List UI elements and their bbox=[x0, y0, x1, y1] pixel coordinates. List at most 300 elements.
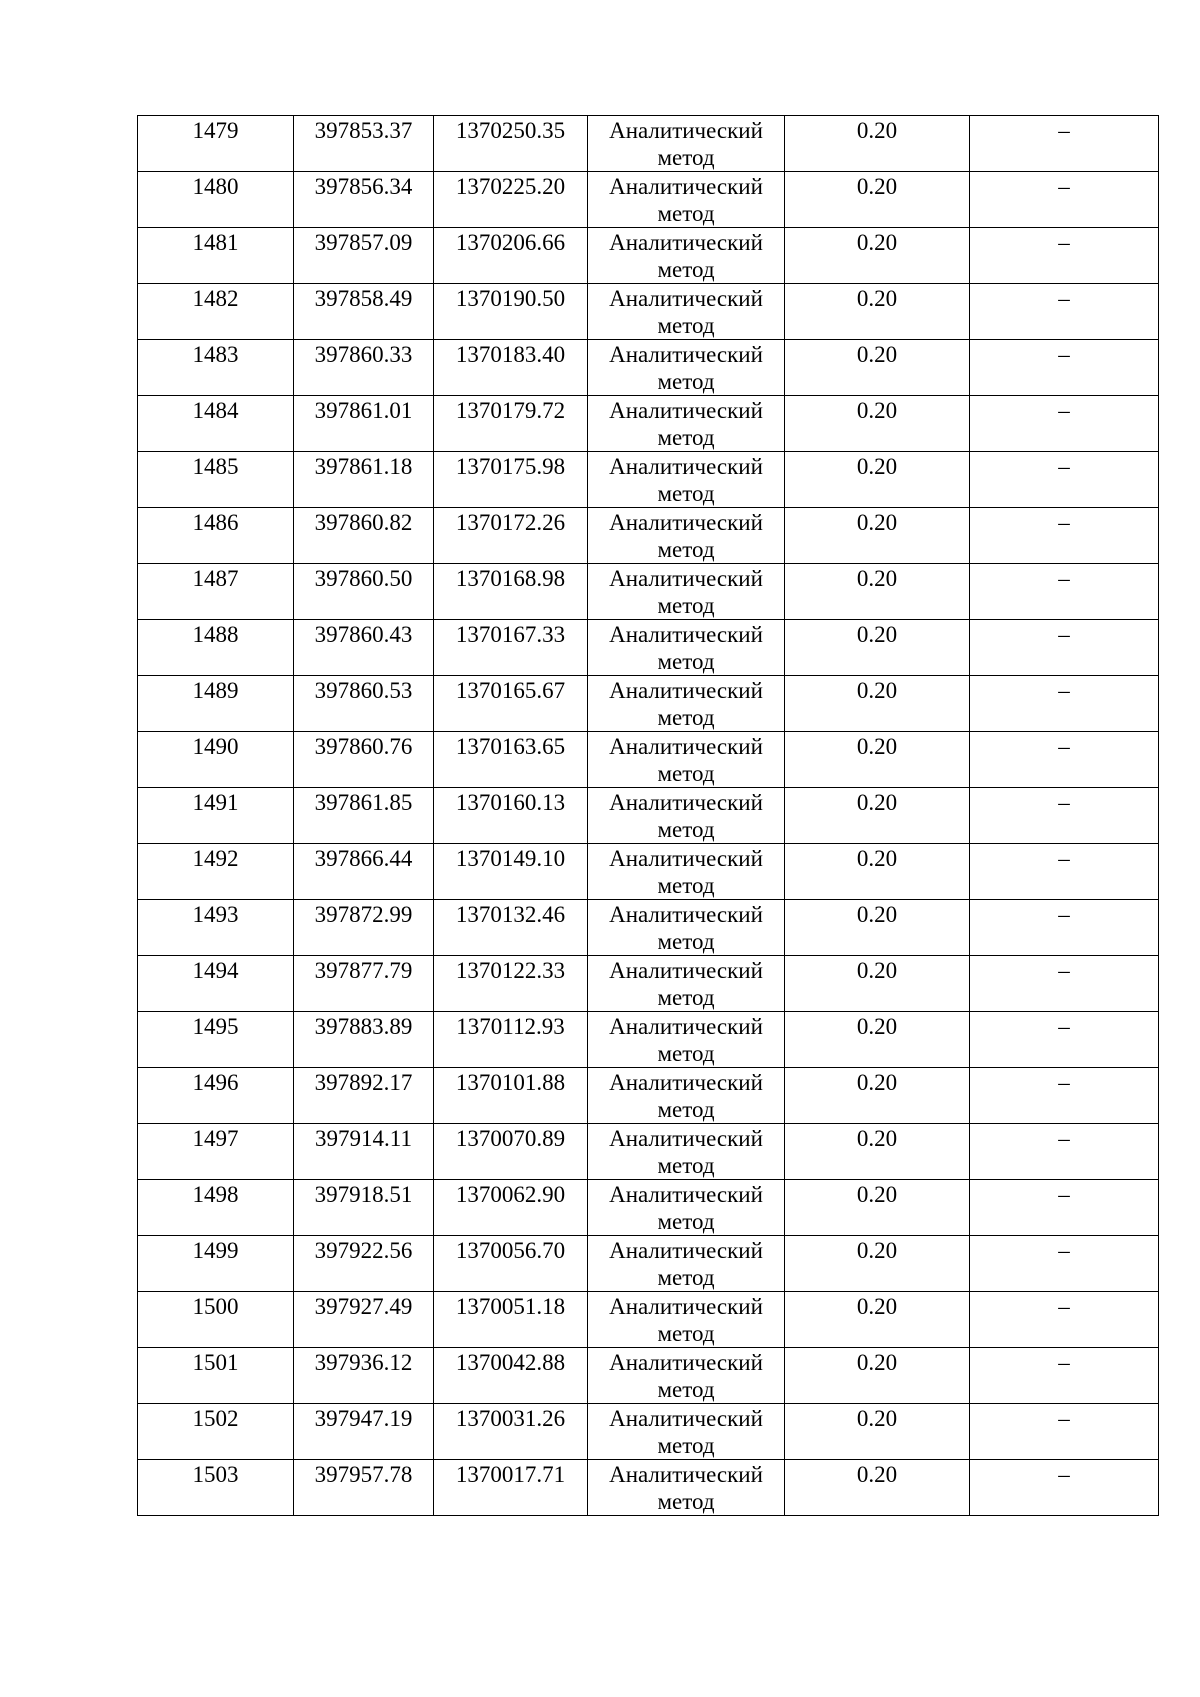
point-number-text: 1485 bbox=[192, 454, 239, 479]
note-text: – bbox=[1058, 622, 1070, 647]
x-coordinate-text: 397853.37 bbox=[314, 118, 413, 143]
y-coordinate-cell bbox=[434, 956, 588, 1012]
y-coordinate-text: 1370250.35 bbox=[455, 118, 566, 143]
accuracy-cell bbox=[785, 900, 970, 956]
method-text: Аналитический метод bbox=[609, 1014, 763, 1066]
accuracy-text: 0.20 bbox=[856, 342, 898, 367]
method-cell bbox=[588, 1068, 785, 1124]
x-coordinate-cell bbox=[294, 172, 434, 228]
point-number-text: 1492 bbox=[192, 846, 239, 871]
accuracy-cell bbox=[785, 620, 970, 676]
method-cell bbox=[588, 1404, 785, 1460]
table-row bbox=[138, 1236, 1159, 1292]
table-row bbox=[138, 676, 1159, 732]
point-number-cell bbox=[138, 1236, 294, 1292]
y-coordinate-cell bbox=[434, 788, 588, 844]
accuracy-text: 0.20 bbox=[856, 1406, 898, 1431]
method-cell bbox=[588, 1292, 785, 1348]
y-coordinate-text: 1370190.50 bbox=[455, 286, 566, 311]
x-coordinate-text: 397872.99 bbox=[314, 902, 413, 927]
x-coordinate-cell bbox=[294, 1012, 434, 1068]
y-coordinate-cell bbox=[434, 1292, 588, 1348]
y-coordinate-text: 1370167.33 bbox=[455, 622, 566, 647]
x-coordinate-text: 397857.09 bbox=[314, 230, 413, 255]
note-cell bbox=[970, 1012, 1159, 1068]
method-cell bbox=[588, 1012, 785, 1068]
note-text: – bbox=[1058, 958, 1070, 983]
note-cell bbox=[970, 1404, 1159, 1460]
note-text: – bbox=[1058, 1294, 1070, 1319]
table-row bbox=[138, 116, 1159, 172]
x-coordinate-text: 397861.85 bbox=[314, 790, 413, 815]
method-text: Аналитический метод bbox=[609, 1406, 763, 1458]
note-cell bbox=[970, 172, 1159, 228]
y-coordinate-text: 1370163.65 bbox=[455, 734, 566, 759]
method-cell bbox=[588, 676, 785, 732]
note-cell bbox=[970, 788, 1159, 844]
accuracy-text: 0.20 bbox=[856, 1070, 898, 1095]
point-number-text: 1497 bbox=[192, 1126, 239, 1151]
accuracy-cell bbox=[785, 340, 970, 396]
accuracy-text: 0.20 bbox=[856, 1238, 898, 1263]
y-coordinate-cell bbox=[434, 508, 588, 564]
y-coordinate-text: 1370179.72 bbox=[455, 398, 566, 423]
note-text: – bbox=[1058, 1070, 1070, 1095]
accuracy-text: 0.20 bbox=[856, 1126, 898, 1151]
method-text: Аналитический метод bbox=[609, 1070, 763, 1122]
note-text: – bbox=[1058, 1462, 1070, 1487]
y-coordinate-cell bbox=[434, 676, 588, 732]
coordinates-table bbox=[137, 115, 1159, 1516]
x-coordinate-text: 397861.18 bbox=[314, 454, 413, 479]
accuracy-text: 0.20 bbox=[856, 398, 898, 423]
accuracy-text: 0.20 bbox=[856, 174, 898, 199]
point-number-text: 1500 bbox=[192, 1294, 239, 1319]
x-coordinate-text: 397927.49 bbox=[314, 1294, 413, 1319]
accuracy-cell bbox=[785, 396, 970, 452]
method-text: Аналитический метод bbox=[609, 958, 763, 1010]
method-text: Аналитический метод bbox=[609, 846, 763, 898]
accuracy-text: 0.20 bbox=[856, 734, 898, 759]
table-row bbox=[138, 1292, 1159, 1348]
note-text: – bbox=[1058, 342, 1070, 367]
x-coordinate-text: 397858.49 bbox=[314, 286, 413, 311]
point-number-cell bbox=[138, 116, 294, 172]
method-cell bbox=[588, 508, 785, 564]
point-number-cell bbox=[138, 900, 294, 956]
y-coordinate-cell bbox=[434, 116, 588, 172]
point-number-cell bbox=[138, 620, 294, 676]
y-coordinate-text: 1370225.20 bbox=[455, 174, 566, 199]
table-row bbox=[138, 1460, 1159, 1516]
y-coordinate-text: 1370056.70 bbox=[455, 1238, 566, 1263]
x-coordinate-cell bbox=[294, 732, 434, 788]
x-coordinate-cell bbox=[294, 396, 434, 452]
point-number-cell bbox=[138, 1068, 294, 1124]
table-row bbox=[138, 228, 1159, 284]
point-number-text: 1498 bbox=[192, 1182, 239, 1207]
method-text: Аналитический метод bbox=[609, 1238, 763, 1290]
y-coordinate-text: 1370175.98 bbox=[455, 454, 566, 479]
x-coordinate-cell bbox=[294, 956, 434, 1012]
point-number-cell bbox=[138, 508, 294, 564]
x-coordinate-text: 397936.12 bbox=[314, 1350, 413, 1375]
method-cell bbox=[588, 956, 785, 1012]
x-coordinate-text: 397860.53 bbox=[314, 678, 413, 703]
method-text: Аналитический метод bbox=[609, 398, 763, 450]
point-number-text: 1483 bbox=[192, 342, 239, 367]
x-coordinate-text: 397957.78 bbox=[314, 1462, 413, 1487]
note-text: – bbox=[1058, 230, 1070, 255]
accuracy-cell bbox=[785, 172, 970, 228]
x-coordinate-cell bbox=[294, 1124, 434, 1180]
note-cell bbox=[970, 1124, 1159, 1180]
y-coordinate-text: 1370122.33 bbox=[455, 958, 566, 983]
accuracy-text: 0.20 bbox=[856, 1462, 898, 1487]
y-coordinate-text: 1370031.26 bbox=[455, 1406, 566, 1431]
method-text: Аналитический метод bbox=[609, 678, 763, 730]
accuracy-cell bbox=[785, 844, 970, 900]
accuracy-cell bbox=[785, 732, 970, 788]
method-text: Аналитический метод bbox=[609, 1182, 763, 1234]
point-number-cell bbox=[138, 676, 294, 732]
accuracy-cell bbox=[785, 228, 970, 284]
table-row bbox=[138, 788, 1159, 844]
method-cell bbox=[588, 788, 785, 844]
note-cell bbox=[970, 396, 1159, 452]
table-row bbox=[138, 452, 1159, 508]
point-number-cell bbox=[138, 844, 294, 900]
y-coordinate-cell bbox=[434, 1460, 588, 1516]
accuracy-text: 0.20 bbox=[856, 622, 898, 647]
method-cell bbox=[588, 116, 785, 172]
point-number-cell bbox=[138, 228, 294, 284]
method-text: Аналитический метод bbox=[609, 286, 763, 338]
x-coordinate-cell bbox=[294, 1348, 434, 1404]
point-number-cell bbox=[138, 1180, 294, 1236]
y-coordinate-text: 1370051.18 bbox=[455, 1294, 566, 1319]
method-cell bbox=[588, 620, 785, 676]
note-text: – bbox=[1058, 1350, 1070, 1375]
note-text: – bbox=[1058, 846, 1070, 871]
note-text: – bbox=[1058, 510, 1070, 535]
method-cell bbox=[588, 284, 785, 340]
y-coordinate-cell bbox=[434, 1124, 588, 1180]
note-cell bbox=[970, 1348, 1159, 1404]
method-text: Аналитический метод bbox=[609, 118, 763, 170]
x-coordinate-cell bbox=[294, 788, 434, 844]
x-coordinate-cell bbox=[294, 1404, 434, 1460]
y-coordinate-cell bbox=[434, 564, 588, 620]
note-text: – bbox=[1058, 1406, 1070, 1431]
point-number-text: 1489 bbox=[192, 678, 239, 703]
accuracy-text: 0.20 bbox=[856, 286, 898, 311]
accuracy-cell bbox=[785, 1460, 970, 1516]
point-number-text: 1479 bbox=[192, 118, 239, 143]
y-coordinate-cell bbox=[434, 340, 588, 396]
note-cell bbox=[970, 844, 1159, 900]
x-coordinate-text: 397860.33 bbox=[314, 342, 413, 367]
x-coordinate-cell bbox=[294, 844, 434, 900]
y-coordinate-cell bbox=[434, 452, 588, 508]
y-coordinate-text: 1370112.93 bbox=[456, 1014, 565, 1039]
y-coordinate-cell bbox=[434, 1012, 588, 1068]
x-coordinate-cell bbox=[294, 452, 434, 508]
y-coordinate-text: 1370160.13 bbox=[455, 790, 566, 815]
accuracy-text: 0.20 bbox=[856, 1294, 898, 1319]
method-cell bbox=[588, 228, 785, 284]
accuracy-text: 0.20 bbox=[856, 790, 898, 815]
method-cell bbox=[588, 1236, 785, 1292]
table-row bbox=[138, 508, 1159, 564]
coordinates-table-body bbox=[138, 116, 1159, 1516]
x-coordinate-cell bbox=[294, 1460, 434, 1516]
method-cell bbox=[588, 1460, 785, 1516]
note-cell bbox=[970, 1180, 1159, 1236]
accuracy-text: 0.20 bbox=[856, 566, 898, 591]
x-coordinate-cell bbox=[294, 1292, 434, 1348]
note-text: – bbox=[1058, 566, 1070, 591]
table-row bbox=[138, 844, 1159, 900]
note-text: – bbox=[1058, 678, 1070, 703]
y-coordinate-text: 1370017.71 bbox=[455, 1462, 566, 1487]
method-cell bbox=[588, 396, 785, 452]
point-number-text: 1494 bbox=[192, 958, 239, 983]
note-text: – bbox=[1058, 454, 1070, 479]
method-cell bbox=[588, 1348, 785, 1404]
accuracy-cell bbox=[785, 956, 970, 1012]
note-cell bbox=[970, 1068, 1159, 1124]
point-number-cell bbox=[138, 956, 294, 1012]
point-number-text: 1480 bbox=[192, 174, 239, 199]
point-number-cell bbox=[138, 396, 294, 452]
note-text: – bbox=[1058, 734, 1070, 759]
y-coordinate-text: 1370101.88 bbox=[455, 1070, 566, 1095]
y-coordinate-cell bbox=[434, 732, 588, 788]
note-cell bbox=[970, 564, 1159, 620]
method-cell bbox=[588, 732, 785, 788]
x-coordinate-text: 397918.51 bbox=[314, 1182, 413, 1207]
point-number-cell bbox=[138, 1460, 294, 1516]
note-cell bbox=[970, 732, 1159, 788]
method-text: Аналитический метод bbox=[609, 902, 763, 954]
y-coordinate-cell bbox=[434, 284, 588, 340]
note-text: – bbox=[1058, 1238, 1070, 1263]
accuracy-cell bbox=[785, 1404, 970, 1460]
accuracy-text: 0.20 bbox=[856, 1350, 898, 1375]
y-coordinate-text: 1370132.46 bbox=[455, 902, 566, 927]
point-number-text: 1488 bbox=[192, 622, 239, 647]
table-row bbox=[138, 564, 1159, 620]
y-coordinate-text: 1370168.98 bbox=[455, 566, 566, 591]
method-cell bbox=[588, 172, 785, 228]
x-coordinate-text: 397856.34 bbox=[314, 174, 413, 199]
y-coordinate-cell bbox=[434, 900, 588, 956]
accuracy-cell bbox=[785, 508, 970, 564]
accuracy-text: 0.20 bbox=[856, 678, 898, 703]
point-number-text: 1496 bbox=[192, 1070, 239, 1095]
table-row bbox=[138, 1068, 1159, 1124]
method-text: Аналитический метод bbox=[609, 510, 763, 562]
point-number-cell bbox=[138, 284, 294, 340]
x-coordinate-cell bbox=[294, 1068, 434, 1124]
x-coordinate-cell bbox=[294, 676, 434, 732]
y-coordinate-cell bbox=[434, 1404, 588, 1460]
point-number-text: 1495 bbox=[192, 1014, 239, 1039]
note-text: – bbox=[1058, 286, 1070, 311]
note-text: – bbox=[1058, 398, 1070, 423]
x-coordinate-cell bbox=[294, 620, 434, 676]
method-cell bbox=[588, 900, 785, 956]
note-cell bbox=[970, 1236, 1159, 1292]
point-number-cell bbox=[138, 788, 294, 844]
table-row bbox=[138, 284, 1159, 340]
note-cell bbox=[970, 900, 1159, 956]
y-coordinate-cell bbox=[434, 620, 588, 676]
x-coordinate-text: 397883.89 bbox=[314, 1014, 413, 1039]
note-cell bbox=[970, 228, 1159, 284]
accuracy-cell bbox=[785, 1124, 970, 1180]
accuracy-cell bbox=[785, 452, 970, 508]
table-row bbox=[138, 396, 1159, 452]
point-number-text: 1503 bbox=[192, 1462, 239, 1487]
accuracy-text: 0.20 bbox=[856, 118, 898, 143]
method-cell bbox=[588, 340, 785, 396]
method-text: Аналитический метод bbox=[609, 734, 763, 786]
method-text: Аналитический метод bbox=[609, 1350, 763, 1402]
note-text: – bbox=[1058, 1014, 1070, 1039]
accuracy-text: 0.20 bbox=[856, 902, 898, 927]
accuracy-cell bbox=[785, 116, 970, 172]
y-coordinate-cell bbox=[434, 1348, 588, 1404]
x-coordinate-cell bbox=[294, 900, 434, 956]
method-text: Аналитический метод bbox=[609, 1126, 763, 1178]
table-row bbox=[138, 1404, 1159, 1460]
accuracy-text: 0.20 bbox=[856, 846, 898, 871]
accuracy-text: 0.20 bbox=[856, 230, 898, 255]
table-row bbox=[138, 732, 1159, 788]
y-coordinate-text: 1370042.88 bbox=[455, 1350, 566, 1375]
method-text: Аналитический метод bbox=[609, 1462, 763, 1514]
accuracy-cell bbox=[785, 564, 970, 620]
table-row bbox=[138, 172, 1159, 228]
note-cell bbox=[970, 956, 1159, 1012]
y-coordinate-cell bbox=[434, 228, 588, 284]
accuracy-cell bbox=[785, 1180, 970, 1236]
point-number-text: 1487 bbox=[192, 566, 239, 591]
point-number-cell bbox=[138, 1124, 294, 1180]
x-coordinate-cell bbox=[294, 284, 434, 340]
point-number-cell bbox=[138, 1348, 294, 1404]
x-coordinate-text: 397914.11 bbox=[315, 1126, 412, 1151]
accuracy-cell bbox=[785, 1348, 970, 1404]
x-coordinate-text: 397922.56 bbox=[314, 1238, 413, 1263]
note-cell bbox=[970, 1460, 1159, 1516]
note-text: – bbox=[1058, 902, 1070, 927]
point-number-cell bbox=[138, 732, 294, 788]
table-row bbox=[138, 1012, 1159, 1068]
table-row bbox=[138, 620, 1159, 676]
note-cell bbox=[970, 676, 1159, 732]
point-number-text: 1491 bbox=[192, 790, 239, 815]
method-cell bbox=[588, 564, 785, 620]
method-cell bbox=[588, 452, 785, 508]
y-coordinate-text: 1370172.26 bbox=[455, 510, 566, 535]
accuracy-cell bbox=[785, 284, 970, 340]
x-coordinate-text: 397877.79 bbox=[314, 958, 413, 983]
method-text: Аналитический метод bbox=[609, 454, 763, 506]
method-text: Аналитический метод bbox=[609, 342, 763, 394]
method-cell bbox=[588, 1124, 785, 1180]
method-text: Аналитический метод bbox=[609, 790, 763, 842]
accuracy-text: 0.20 bbox=[856, 510, 898, 535]
point-number-cell bbox=[138, 564, 294, 620]
x-coordinate-text: 397860.76 bbox=[314, 734, 413, 759]
y-coordinate-cell bbox=[434, 1180, 588, 1236]
y-coordinate-cell bbox=[434, 1236, 588, 1292]
note-cell bbox=[970, 620, 1159, 676]
x-coordinate-text: 397892.17 bbox=[314, 1070, 413, 1095]
note-cell bbox=[970, 1292, 1159, 1348]
x-coordinate-text: 397866.44 bbox=[314, 846, 413, 871]
method-text: Аналитический метод bbox=[609, 1294, 763, 1346]
note-text: – bbox=[1058, 118, 1070, 143]
accuracy-cell bbox=[785, 1068, 970, 1124]
note-cell bbox=[970, 340, 1159, 396]
point-number-text: 1486 bbox=[192, 510, 239, 535]
accuracy-text: 0.20 bbox=[856, 454, 898, 479]
table-row bbox=[138, 1348, 1159, 1404]
x-coordinate-text: 397860.82 bbox=[314, 510, 413, 535]
accuracy-text: 0.20 bbox=[856, 1182, 898, 1207]
point-number-text: 1484 bbox=[192, 398, 239, 423]
point-number-text: 1490 bbox=[192, 734, 239, 759]
x-coordinate-cell bbox=[294, 1236, 434, 1292]
table-row bbox=[138, 1180, 1159, 1236]
accuracy-cell bbox=[785, 1292, 970, 1348]
note-text: – bbox=[1058, 174, 1070, 199]
y-coordinate-cell bbox=[434, 1068, 588, 1124]
point-number-cell bbox=[138, 1012, 294, 1068]
x-coordinate-cell bbox=[294, 1180, 434, 1236]
point-number-cell bbox=[138, 452, 294, 508]
note-cell bbox=[970, 508, 1159, 564]
note-cell bbox=[970, 284, 1159, 340]
y-coordinate-text: 1370070.89 bbox=[455, 1126, 566, 1151]
accuracy-cell bbox=[785, 788, 970, 844]
table-row bbox=[138, 1124, 1159, 1180]
point-number-cell bbox=[138, 340, 294, 396]
point-number-text: 1493 bbox=[192, 902, 239, 927]
accuracy-cell bbox=[785, 1012, 970, 1068]
note-text: – bbox=[1058, 790, 1070, 815]
x-coordinate-cell bbox=[294, 508, 434, 564]
x-coordinate-text: 397860.50 bbox=[314, 566, 413, 591]
x-coordinate-cell bbox=[294, 564, 434, 620]
point-number-cell bbox=[138, 1404, 294, 1460]
note-cell bbox=[970, 116, 1159, 172]
method-text: Аналитический метод bbox=[609, 566, 763, 618]
method-text: Аналитический метод bbox=[609, 230, 763, 282]
point-number-cell bbox=[138, 1292, 294, 1348]
table-row bbox=[138, 900, 1159, 956]
point-number-text: 1482 bbox=[192, 286, 239, 311]
note-text: – bbox=[1058, 1126, 1070, 1151]
accuracy-cell bbox=[785, 1236, 970, 1292]
method-text: Аналитический метод bbox=[609, 622, 763, 674]
y-coordinate-cell bbox=[434, 844, 588, 900]
x-coordinate-cell bbox=[294, 228, 434, 284]
